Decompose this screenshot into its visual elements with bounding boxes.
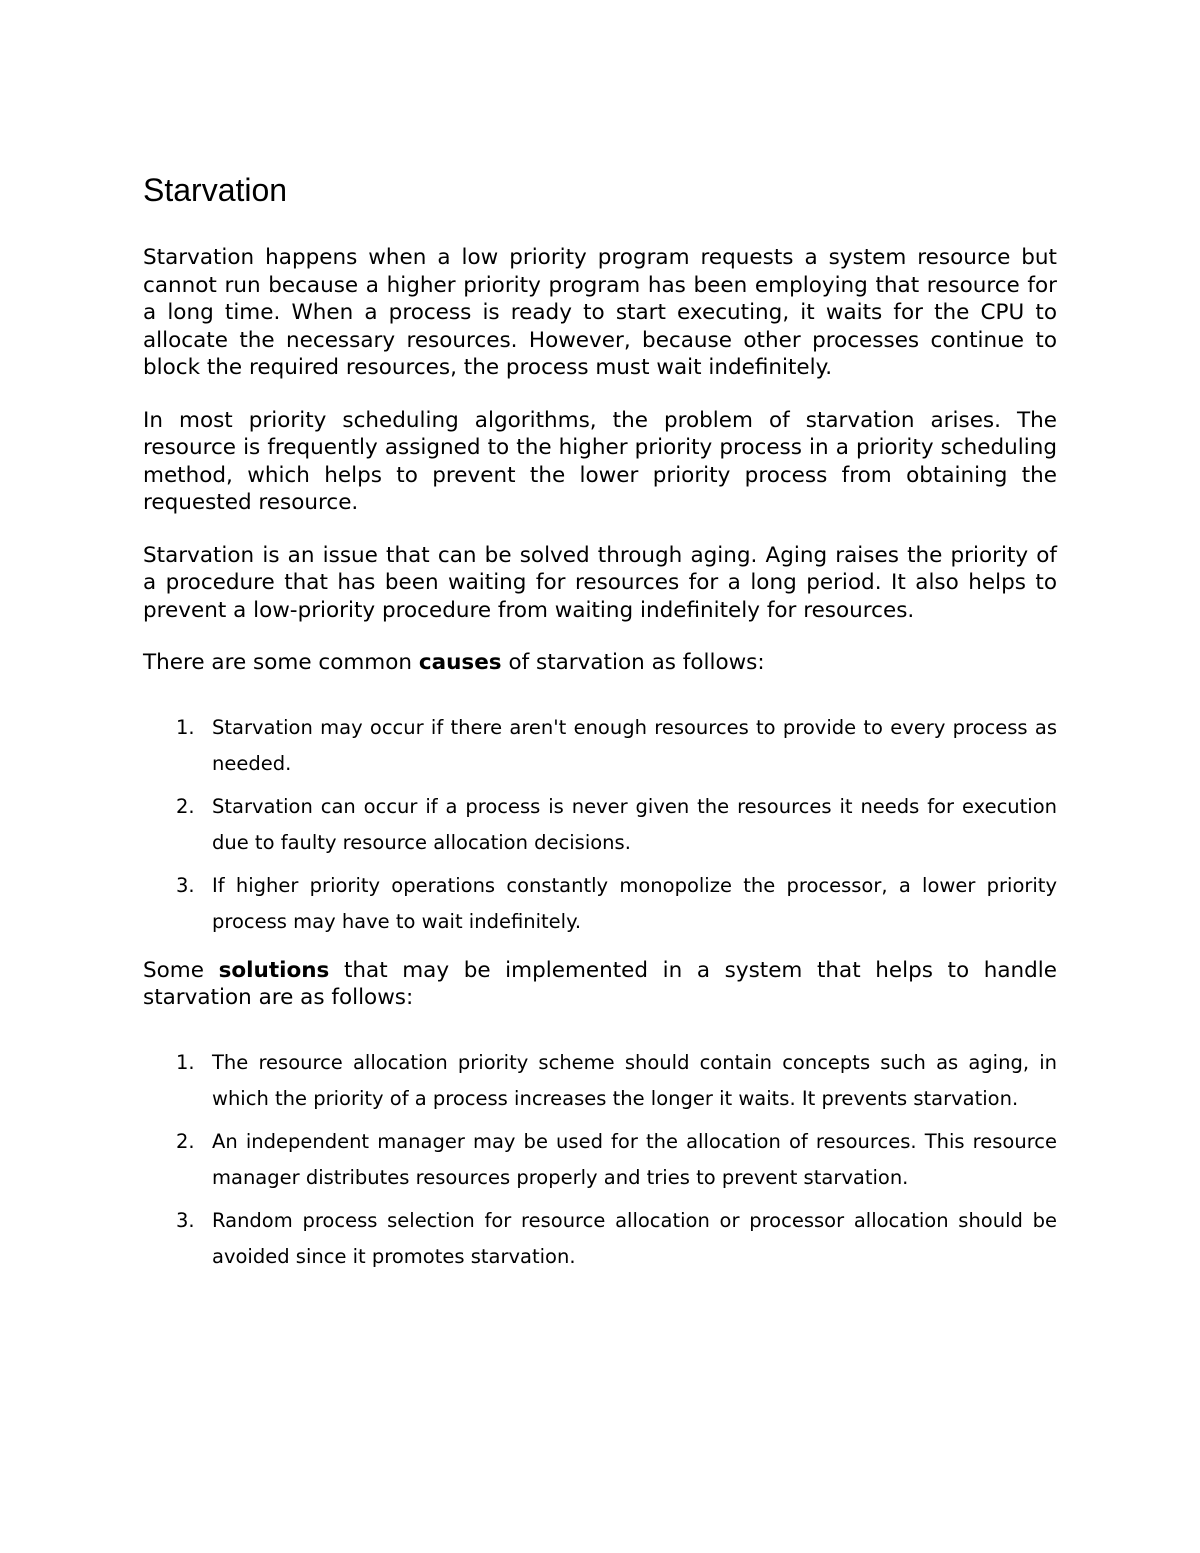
solutions-intro: [143, 957, 1057, 1012]
document-title: Starvation: [143, 172, 288, 208]
list-item: [143, 1045, 1057, 1118]
solutions-intro-after: that may be implemented in a system that helps to handle starvation are as follows:: [143, 957, 1058, 1010]
causes-list: [143, 710, 1057, 941]
list-item-text: An independent manager may be used for the allocation of resources. This resource manager distributes resources properly and tries to prevent starvation.: [212, 1129, 1057, 1189]
paragraph-definition: Starvation happens when a low priority program requests a system resource but cannot run because a higher priority program has been employing that resource for a long time. When a process is ready to start executing, it waits for the CPU to allocate the necessary resources. However, because other processes continue to block the required resources, the process must wait indefinitely.: [143, 245, 1057, 380]
list-item: [143, 1124, 1057, 1197]
list-item-text: Random process selection for resource allocation or processor allocation should be avoided since it promotes starvation.: [212, 1208, 1057, 1268]
list-item-number: 2.: [176, 1129, 195, 1153]
list-item: [143, 789, 1057, 862]
causes-intro-before: There are some common: [143, 650, 419, 675]
solutions-list: [143, 1045, 1057, 1276]
list-item-text: Starvation can occur if a process is never given the resources it needs for execution due to faulty resource allocation decisions.: [212, 794, 1057, 854]
list-item-text: If higher priority operations constantly monopolize the processor, a lower priority process may have to wait indefinitely.: [212, 873, 1057, 933]
solutions-intro-before: Some: [143, 957, 219, 983]
list-item: [143, 868, 1057, 941]
list-item: [143, 1203, 1057, 1276]
causes-intro-after: of starvation as follows:: [501, 650, 765, 675]
document-page: [143, 170, 1057, 1282]
causes-intro: [143, 649, 1057, 677]
solutions-intro-bold: solutions: [218, 957, 330, 983]
list-item-number: 2.: [176, 794, 195, 818]
list-item-number: 1.: [176, 715, 195, 739]
paragraph-aging: Starvation is an issue that can be solved through aging. Aging raises the priority of a procedure that has been waiting for resources for a long period. It also helps to prevent a low-priority procedure from waiting indefinitely for resources.: [143, 542, 1057, 623]
list-item-number: 1.: [176, 1050, 195, 1074]
list-item-number: 3.: [176, 873, 195, 897]
list-item-number: 3.: [176, 1208, 195, 1232]
causes-intro-bold: causes: [418, 650, 502, 675]
paragraph-scheduling: In most priority scheduling algorithms, the problem of starvation arises. The resource is frequently assigned to the higher priority process in a priority scheduling method, which helps to prevent the lower priority process from obtaining the requested resource.: [143, 407, 1057, 515]
list-item-text: The resource allocation priority scheme should contain concepts such as aging, in which the priority of a process increases the longer it waits. It prevents starvation.: [212, 1050, 1057, 1110]
list-item-text: Starvation may occur if there aren't enough resources to provide to every process as needed.: [212, 715, 1057, 775]
list-item: [143, 710, 1057, 783]
